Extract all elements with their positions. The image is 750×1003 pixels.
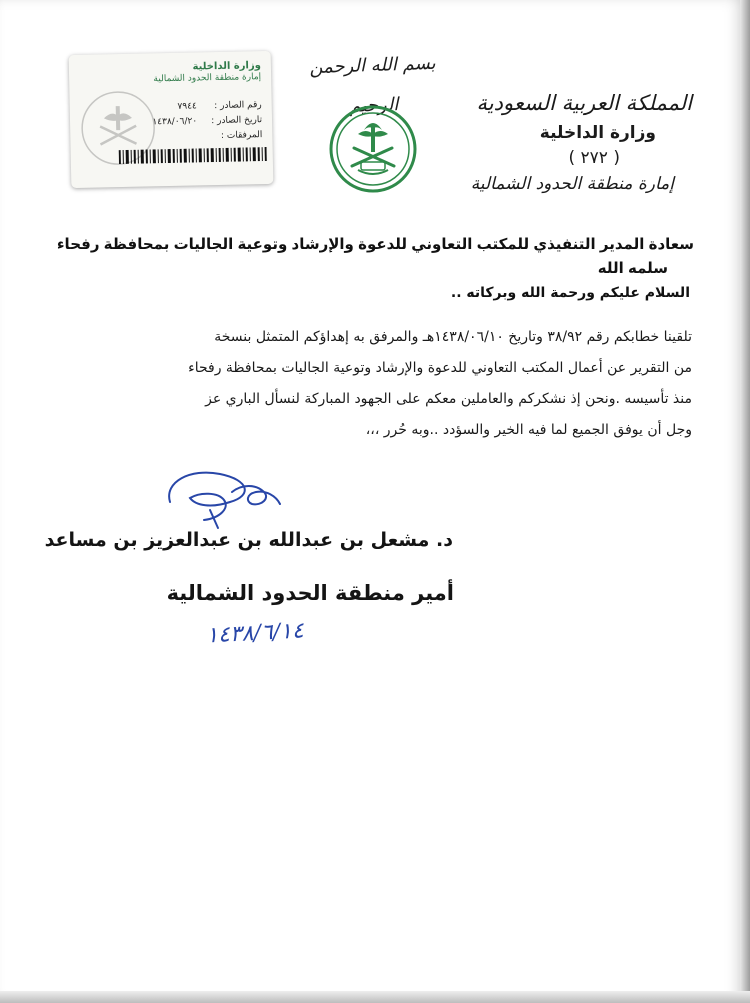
body-line: وجل أن يوفق الجميع لما فيه الخير والسؤدد ..وبه حُرر ،،،	[365, 422, 692, 438]
saudi-emblem-icon	[328, 104, 418, 194]
barcode-icon	[119, 147, 267, 164]
page-edge-shadow	[740, 0, 750, 1003]
letterhead	[462, 88, 692, 198]
addressee: سعادة المدير التنفيذي للمكتب التعاوني للدعوة والإرشاد وتوعية الجاليات بمحافظة رفحاء	[56, 235, 694, 253]
body-line: تلقينا خطابكم رقم ٣٨/٩٢ وتاريخ ١٤٣٨/٠٦/١٠هـ والمرفق به إهداؤكم المتمثل بنسخة	[214, 329, 692, 345]
outgoing-stamp	[69, 51, 274, 188]
letter-body	[32, 322, 692, 446]
body-line: منذ تأسيسه .ونحن إذ نشكركم والعاملين معكم على الجهود المباركة لنسأل الباري عز	[205, 391, 692, 407]
greeting: السلام عليكم ورحمة الله وبركاته ..	[450, 285, 690, 301]
signer-title: أمير منطقة الحدود الشمالية	[166, 581, 454, 605]
issue-number-value: ٧٩٤٤	[177, 101, 197, 112]
reference-number: ( ٢٧٢ )	[568, 148, 620, 168]
body-line: من التقرير عن أعمال المكتب التعاوني للدعوة والإرشاد وتوعية الجاليات بمحافظة رفحاء	[188, 360, 692, 376]
addressee-suffix: سلمه الله	[597, 259, 668, 277]
signer-name: د. مشعل بن عبدالله بن عبدالعزيز بن مساعد	[44, 529, 453, 551]
ministry-name: وزارة الداخلية	[539, 123, 656, 143]
attachments-label: المرفقات :	[220, 130, 263, 141]
handwritten-date: ١٤٣٨/٦/١٤	[205, 618, 305, 649]
addressee-line	[44, 232, 694, 280]
issue-number-label: رقم الصادر :	[214, 100, 262, 112]
emirate-name: إمارة منطقة الحدود الشمالية	[470, 174, 674, 194]
handwritten-signature	[160, 462, 290, 532]
stamp-ministry: وزارة الداخلية	[192, 60, 262, 73]
issue-date-label: تاريخ الصادر :	[211, 115, 263, 127]
stamp-attachments	[72, 129, 262, 145]
stamp-issue-date	[72, 114, 262, 130]
stamp-issue-number	[72, 99, 262, 115]
basmala: بسم الله الرحمن الرحيم	[309, 52, 436, 117]
page-bottom-edge	[0, 991, 750, 1003]
issue-date-value: ١٤٣٨/٠٦/٢٠	[152, 116, 198, 128]
kingdom-name: المملكة العربية السعودية	[476, 91, 692, 115]
stamp-emirate: إمارة منطقة الحدود الشمالية	[153, 72, 262, 85]
